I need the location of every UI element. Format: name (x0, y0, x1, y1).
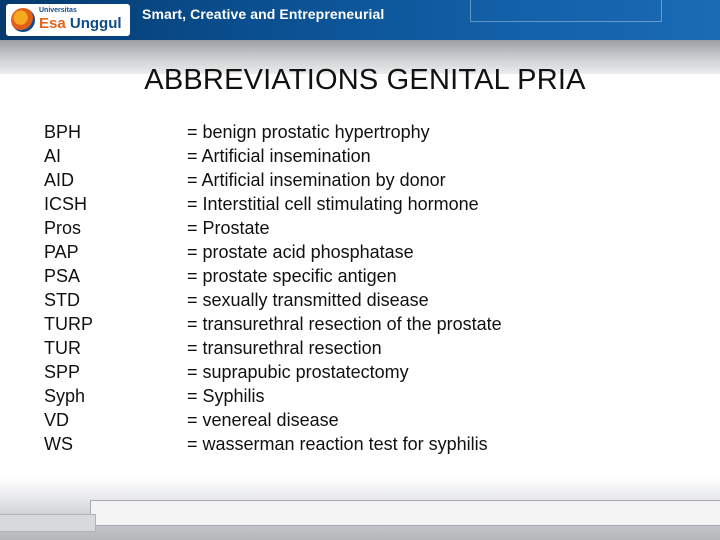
list-item (44, 266, 684, 290)
list-item (44, 362, 684, 386)
list-item (44, 386, 684, 410)
abbreviation-definition: = Artificial insemination (187, 146, 371, 166)
list-item (44, 410, 684, 434)
abbreviation-term: STD (44, 290, 80, 310)
list-item (44, 170, 684, 194)
list-item (44, 194, 684, 218)
abbreviation-term: TUR (44, 338, 81, 358)
abbreviation-term: PSA (44, 266, 81, 286)
header-banner (0, 0, 720, 40)
list-item (44, 338, 684, 362)
abbreviation-term: WS (44, 434, 73, 454)
abbreviation-term: Syph (44, 386, 86, 406)
abbreviation-list (44, 122, 684, 458)
abbreviation-definition: = prostate specific antigen (187, 266, 397, 286)
abbreviation-term: PAP (44, 242, 79, 262)
footer-left-bar (0, 514, 96, 532)
abbreviation-definition: = Artificial insemination by donor (187, 170, 446, 190)
footer-decoration (0, 478, 720, 540)
footer-bar (90, 500, 720, 526)
abbreviation-definition: = transurethral resection of the prostate (187, 314, 502, 334)
abbreviation-definition: = prostate acid phosphatase (187, 242, 414, 262)
header-frame-decoration (470, 0, 662, 22)
abbreviation-term: BPH (44, 122, 82, 142)
list-item (44, 290, 684, 314)
abbreviation-definition: = sexually transmitted disease (187, 290, 429, 310)
logo-small-text: Universitas (39, 7, 77, 14)
logo-name-part-a: Esa (39, 15, 66, 32)
list-item (44, 242, 684, 266)
list-item (44, 314, 684, 338)
abbreviation-term: AID (44, 170, 75, 190)
abbreviation-definition: = venereal disease (187, 410, 339, 430)
logo-name-part-b: Unggul (65, 15, 122, 32)
logo-name (39, 15, 122, 32)
university-logo (6, 4, 130, 36)
abbreviation-term: TURP (44, 314, 93, 334)
abbreviation-definition: = benign prostatic hypertrophy (187, 122, 430, 142)
abbreviation-term: VD (44, 410, 70, 430)
abbreviation-definition: = Interstitial cell stimulating hormone (187, 194, 479, 214)
list-item (44, 218, 684, 242)
abbreviation-definition: = Prostate (187, 218, 270, 238)
list-item (44, 122, 684, 146)
list-item (44, 146, 684, 170)
abbreviation-term: AI (44, 146, 62, 166)
logo-emblem-icon (11, 8, 35, 32)
abbreviation-definition: = suprapubic prostatectomy (187, 362, 409, 382)
slide-title: ABBREVIATIONS GENITAL PRIA (144, 64, 586, 96)
abbreviation-definition: = Syphilis (187, 386, 265, 406)
tagline: Smart, Creative and Entrepreneurial (142, 6, 385, 22)
abbreviation-term: SPP (44, 362, 81, 382)
abbreviation-definition: = wasserman reaction test for syphilis (187, 434, 488, 454)
list-item (44, 434, 684, 458)
abbreviation-definition: = transurethral resection (187, 338, 382, 358)
abbreviation-term: Pros (44, 218, 82, 238)
abbreviation-term: ICSH (44, 194, 88, 214)
